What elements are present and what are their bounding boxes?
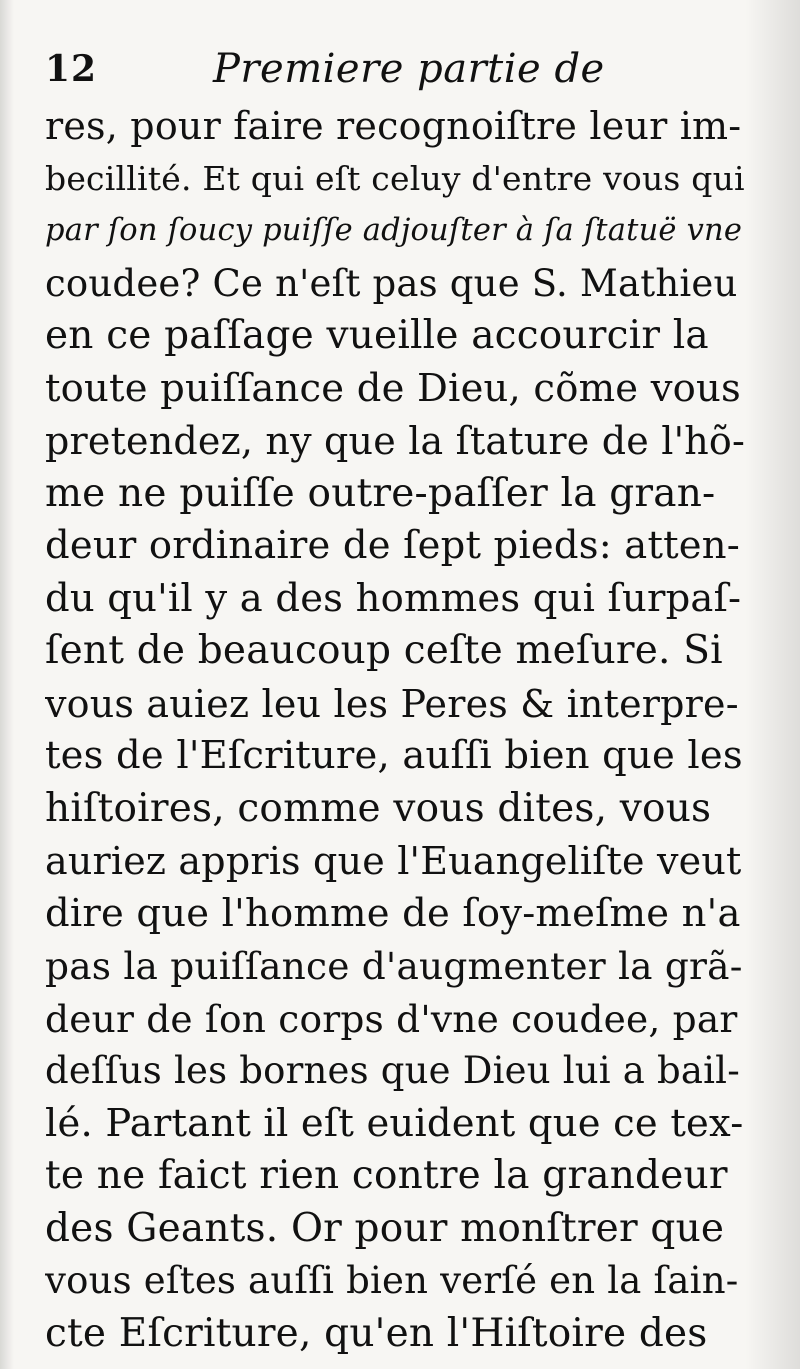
text-line: tes de l'Eſcriture, auſſi bien que les xyxy=(45,733,743,778)
text-line: des Geants. Or pour monſtrer que xyxy=(45,1205,725,1251)
text-line: coudee? Ce n'eſt pas que S. Mathieu xyxy=(45,261,738,305)
body-text xyxy=(45,100,745,1360)
text-line: te ne faict rien contre la grandeur xyxy=(45,1153,728,1198)
text-line: deur de ſon corps d'vne coudee, par xyxy=(45,996,738,1041)
text-line: becillité. Et qui eſt celuy d'entre vous qui xyxy=(45,158,745,198)
page-edge-shadow xyxy=(745,0,800,1369)
text-line: pas la puiſſance d'augmenter la grã- xyxy=(45,944,743,988)
text-line: hiſtoires, comme vous dites, vous xyxy=(45,785,712,831)
text-line: pretendez, ny que la ſtature de l'hõ- xyxy=(45,419,745,463)
page-header xyxy=(45,40,745,100)
text-line: toute puiſſance de Dieu, cõme vous xyxy=(45,365,741,411)
page-gutter-shadow xyxy=(0,0,14,1369)
text-line: dire que l'homme de ſoy-meſme n'a xyxy=(45,890,741,936)
text-line: res, pour faire recognoiſtre leur im- xyxy=(45,104,742,148)
running-title: Premiere partie de xyxy=(213,46,605,92)
text-line: deſſus les bornes que Dieu lui a bail- xyxy=(45,1049,740,1092)
text-line: vous auiez leu les Peres & interpre- xyxy=(45,681,739,726)
text-line: du qu'il y a des hommes qui ſurpaſ- xyxy=(45,575,742,621)
text-line: auriez appris que l'Euangeliſte veut xyxy=(45,839,742,883)
text-line: ſent de beaucoup ceſte meſure. Si xyxy=(45,628,723,673)
text-line: me ne puiſſe outre-paſſer la gran- xyxy=(45,470,716,516)
text-line: deur ordinaire de ſept pieds: atten- xyxy=(45,523,740,568)
text-line: vous eſtes auſſi bien verſé en la ſain- xyxy=(45,1259,739,1302)
text-line: lé. Partant il eſt euident que ce tex- xyxy=(45,1100,744,1146)
text-line: en ce paſſage vueille accourcir la xyxy=(45,313,709,358)
page-number: 12 xyxy=(45,48,98,90)
text-line: par ſon ſoucy puiſſe adjouſter à ſa ſtatuë vne xyxy=(45,213,743,248)
text-line: cte Eſcriture, qu'en l'Hiſtoire des xyxy=(45,1310,708,1356)
